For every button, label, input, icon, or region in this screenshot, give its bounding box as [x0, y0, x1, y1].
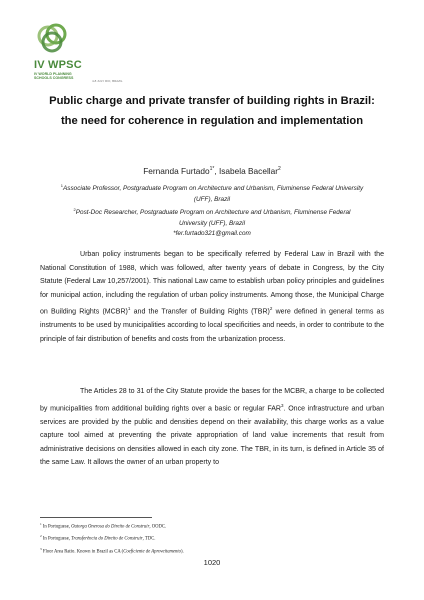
affiliation-sup: 2: [73, 207, 76, 212]
footnote-2: [40, 532, 384, 544]
logo-subtitle: [34, 72, 73, 80]
text-run: The Articles 28 to 31 of the City Statute provide the bases for the MCBR, a charge to be collected by municipalities from additional building rights over a basic or regular FAR: [40, 388, 384, 412]
text-run-italic: Coeficiente de Aproveitamento: [123, 549, 181, 555]
text-run: were defined in general terms as instruments to be used by municipalities according to local specificities and needs, in order to contribute to the principle of fair distribution of benefits and costs from the urbanization process.: [40, 308, 384, 343]
text-run-italic: Transferência do Direito de Construir: [71, 536, 143, 542]
logo-mark-icon: [34, 22, 74, 56]
paragraph-text: [40, 385, 384, 470]
footnote-1: [40, 520, 384, 532]
text-run: Urban policy instruments began to be specifically referred by Federal Law in Brazil with the National Constitution of 1988, which was followed, after twenty years of debate in Congress, by the City Statute (Federal Law 10,257/2001). This national Law came to establish urban policy principles and guidelines for municipal action, including the regulation of urban policy instruments. Among those, the Municipal Charge on Building Rights (MCBR): [40, 251, 384, 316]
text-run: ).: [181, 549, 184, 555]
text-run: and the Transfer of Building Rights (TBR): [130, 308, 270, 316]
affiliation-2: [60, 204, 364, 229]
footnote-number: 2: [40, 534, 42, 539]
affiliation-text: Post-Doc Researcher, Postgraduate Program on Architecture and Urbanism, Fluminense Federal University (UFF), Brazil: [75, 209, 351, 228]
text-run: , TDC.: [142, 536, 156, 542]
page-number: 1020: [203, 558, 221, 567]
author-separator: ,: [214, 166, 219, 176]
body-paragraph-2: [40, 385, 384, 470]
text-run: In Portuguese,: [41, 536, 72, 542]
body-paragraph-1: [40, 248, 384, 347]
affiliation-sup: 1: [60, 183, 63, 188]
footnote-number: 3: [40, 546, 42, 551]
logo-tagline: 4-8 JULY RIO, BRAZIL: [92, 79, 123, 83]
footnotes: [40, 520, 384, 557]
paper-title: Public charge and private transfer of building rights in Brazil: the need for coherence in regulation and implementation: [49, 95, 375, 127]
footnote-number: 1: [40, 522, 42, 526]
text-run: . Once infrastructure and urban services are provided by the public and densities depend on their availability, this charge works as a value capture tool aimed at preventing the private appropriation of land value increments that result from administrative decisions on densities allowed in each city zone. The TBR, in its turn, is defined in Article 35 of the same Law. It allows the owner of an urban property to: [40, 404, 384, 467]
text-run: Floor Area Ratio. Known in Brazil as CA (: [41, 549, 124, 555]
author-name: Isabela Bacellar: [218, 166, 279, 176]
author-name: Fernanda Furtado: [143, 166, 210, 176]
affiliation-1: [60, 180, 364, 205]
logo-name: IV WPSC: [34, 59, 82, 71]
corresponding-email: *fer.furtado321@gmail.com: [173, 230, 251, 237]
author-sup: 2: [278, 166, 281, 173]
logo-subtitle-line2: SCHOOLS CONGRESS: [34, 76, 74, 81]
footnote-3: [40, 545, 384, 557]
text-run-italic: Outorga Onerosa do Direito de Construir: [71, 524, 150, 530]
footnote-ref: 3: [281, 402, 284, 408]
footnote-divider: [40, 517, 152, 518]
affiliation-text: Associate Professor, Postgraduate Program on Architecture and Urbanism, Fluminense Federal University (UFF), Brazil: [62, 185, 364, 204]
author-sup: 1*: [209, 166, 215, 173]
text-run: , OODC.: [149, 524, 167, 530]
conference-logo: [34, 22, 164, 84]
author-line: [0, 166, 424, 176]
footnote-ref: 2: [269, 306, 273, 312]
logo-subtitle-line1: IV WORLD PLANNING: [34, 72, 72, 76]
footnote-ref: 1: [127, 306, 131, 312]
paragraph-text: [40, 248, 384, 347]
text-run: In Portuguese,: [41, 524, 72, 530]
